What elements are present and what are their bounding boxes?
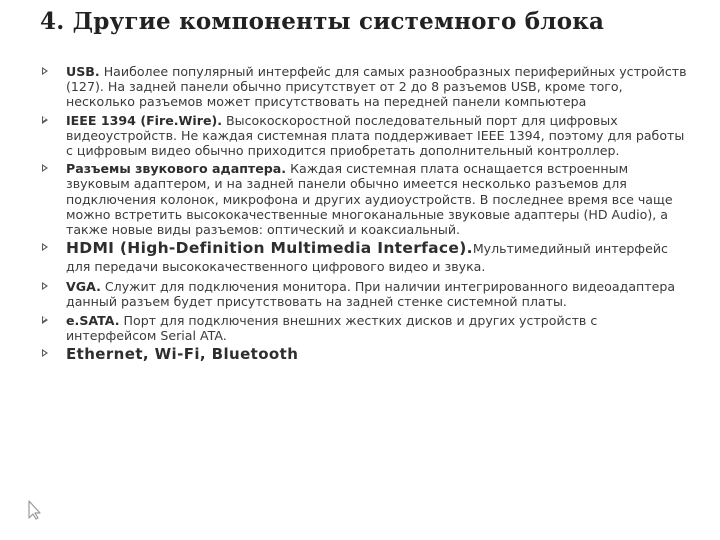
item-lead: VGA. [66, 279, 101, 295]
slide-title: 4. Другие компоненты системного блока [40, 8, 605, 35]
item-text: Высокоскоростной последовательный порт для цифровых видеоустройств. Не каждая системная плата поддерживает IEEE 1394, поэтому для работы с цифровым видео обычно приходится приобретать дополнительный контроллер. [66, 112, 685, 159]
bullet-arrow-icon [42, 243, 48, 251]
item-text: Служит для подключения монитора. При наличии интегрированного видеоадаптера данный разъем будет присутствовать на задней стенке системной платы. [66, 279, 676, 310]
item-text: Мультимедийный интерфейс для передачи высококачественного цифрового видео и звука. [66, 241, 668, 275]
item-text: Порт для подключения внешних жестких дисков и других устройств с интерфейсом Serial ATA. [66, 312, 598, 343]
item-text: Наиболее популярный интерфейс для самых разнообразных периферийных устройств (127). На задней панели обычно присутствует от 2 до 8 разъемов USB, кроме того, несколько разъемов может присутствовать на передней панели компьютера [66, 64, 687, 110]
bullet-arrow-icon [42, 164, 48, 172]
list-item-vga [40, 279, 688, 309]
bullet-arrow-icon [42, 282, 48, 290]
bullet-list [40, 64, 688, 367]
item-lead: USB. [66, 64, 100, 79]
list-item-network [40, 346, 688, 364]
bullet-arrow-icon [42, 116, 48, 124]
bullet-arrow-icon [42, 349, 48, 357]
bullet-arrow-icon [42, 316, 48, 324]
item-lead: Ethernet, Wi-Fi, Bluetooth [66, 345, 299, 364]
item-lead: HDMI (High-Definition Multimedia Interface). [66, 239, 473, 258]
list-item-usb [40, 64, 688, 110]
list-item-audio [40, 161, 688, 237]
bullet-arrow-icon [42, 67, 48, 75]
item-text: Каждая системная плата оснащается встроенным звуковым адаптером, и на задней панели обычно имеется несколько разъемов для подключения колонок, микрофона и других аудиоустройств. В последнее время все чаще можно встретить высококачественные многоканальные звуковые адаптеры (HD Audio), а также новые виды разъемов: оптический и коаксиальный. [66, 161, 673, 238]
item-lead: e.SATA. [66, 312, 120, 328]
list-item-hdmi [40, 240, 688, 276]
list-item-esata [40, 313, 688, 343]
item-lead: IEEE 1394 (Fire.Wire). [66, 112, 223, 128]
list-item-ieee1394 [40, 113, 688, 159]
slide-nav-icon[interactable] [27, 500, 41, 520]
item-lead: Разъемы звукового адаптера. [66, 161, 287, 177]
